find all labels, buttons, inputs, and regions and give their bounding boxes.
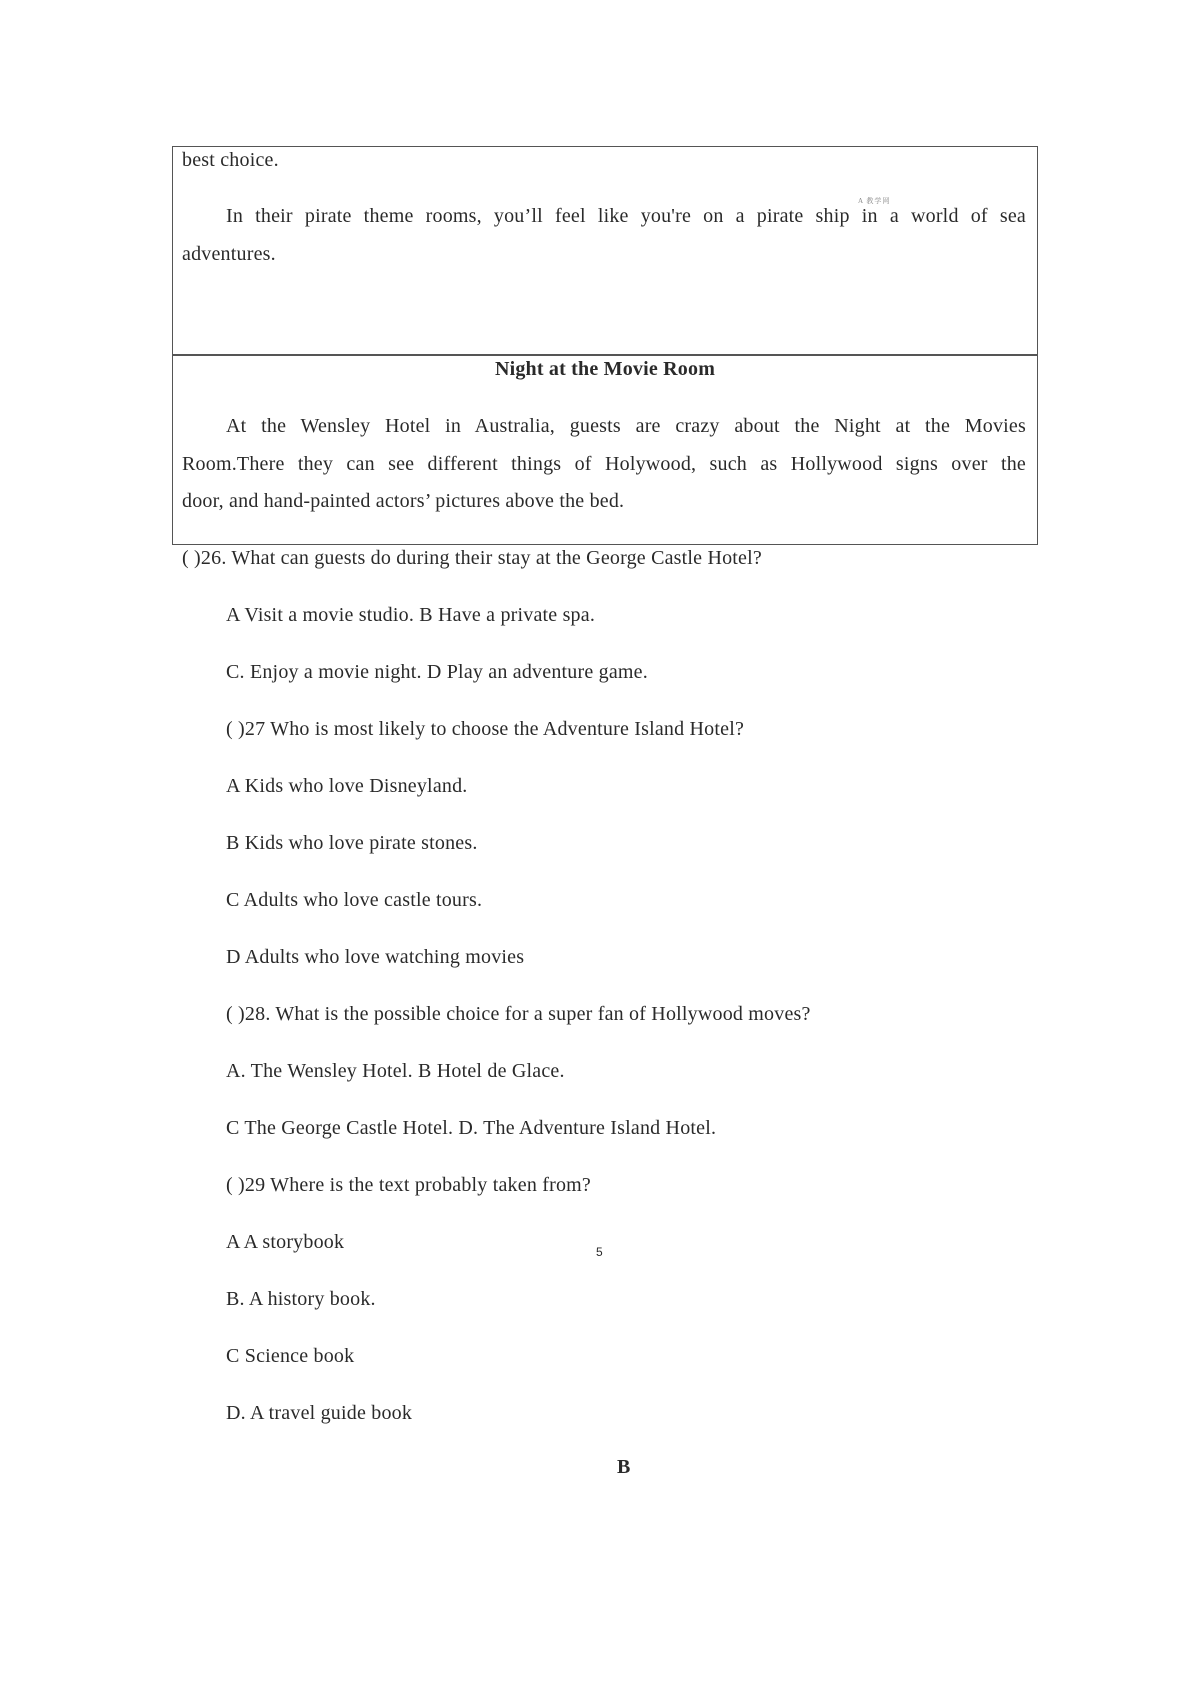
passage-box-movie-room <box>172 355 1038 545</box>
question-option: A A storybook <box>226 1231 345 1253</box>
question-option: C Adults who love castle tours. <box>226 889 483 911</box>
passage-paragraph: At the Wensley Hotel in Australia, guests are crazy about the Night at the Movies <box>226 415 1026 437</box>
question-option: A Visit a movie studio. B Have a private spa. <box>226 604 596 626</box>
passage-paragraph: Room.There they can see different things of Holywood, such as Hollywood signs over the <box>182 453 1026 475</box>
passage-text: best choice. <box>182 149 279 171</box>
passage-text: door, and hand-painted actors’ pictures above the bed. <box>182 490 625 512</box>
watermark-stamp: A 教学网 <box>858 197 891 205</box>
question-29: ( )29 Where is the text probably taken from? <box>226 1174 591 1196</box>
passage-paragraph: In their pirate theme rooms, you’ll feel like you're on a pirate ship in a world of sea <box>226 205 1026 227</box>
question-option: A. The Wensley Hotel. B Hotel de Glace. <box>226 1060 565 1082</box>
question-option: A Kids who love Disneyland. <box>226 775 468 797</box>
question-option: C The George Castle Hotel. D. The Adventure Island Hotel. <box>226 1117 717 1139</box>
page-number: 5 <box>596 1245 603 1259</box>
passage-box-pirate <box>172 146 1038 355</box>
question-option: D Adults who love watching movies <box>226 946 525 968</box>
question-option: C. Enjoy a movie night. D Play an adventure game. <box>226 661 648 683</box>
question-option: C Science book <box>226 1345 355 1367</box>
question-27: ( )27 Who is most likely to choose the Adventure Island Hotel? <box>226 718 745 740</box>
passage-text: adventures. <box>182 243 276 265</box>
section-label: B <box>617 1456 631 1478</box>
question-28: ( )28. What is the possible choice for a super fan of Hollywood moves? <box>226 1003 811 1025</box>
question-option: B Kids who love pirate stones. <box>226 832 478 854</box>
question-option: D. A travel guide book <box>226 1402 413 1424</box>
question-option: B. A history book. <box>226 1288 376 1310</box>
question-26: ( )26. What can guests do during their stay at the George Castle Hotel? <box>182 547 762 569</box>
section-heading: Night at the Movie Room <box>494 358 716 380</box>
